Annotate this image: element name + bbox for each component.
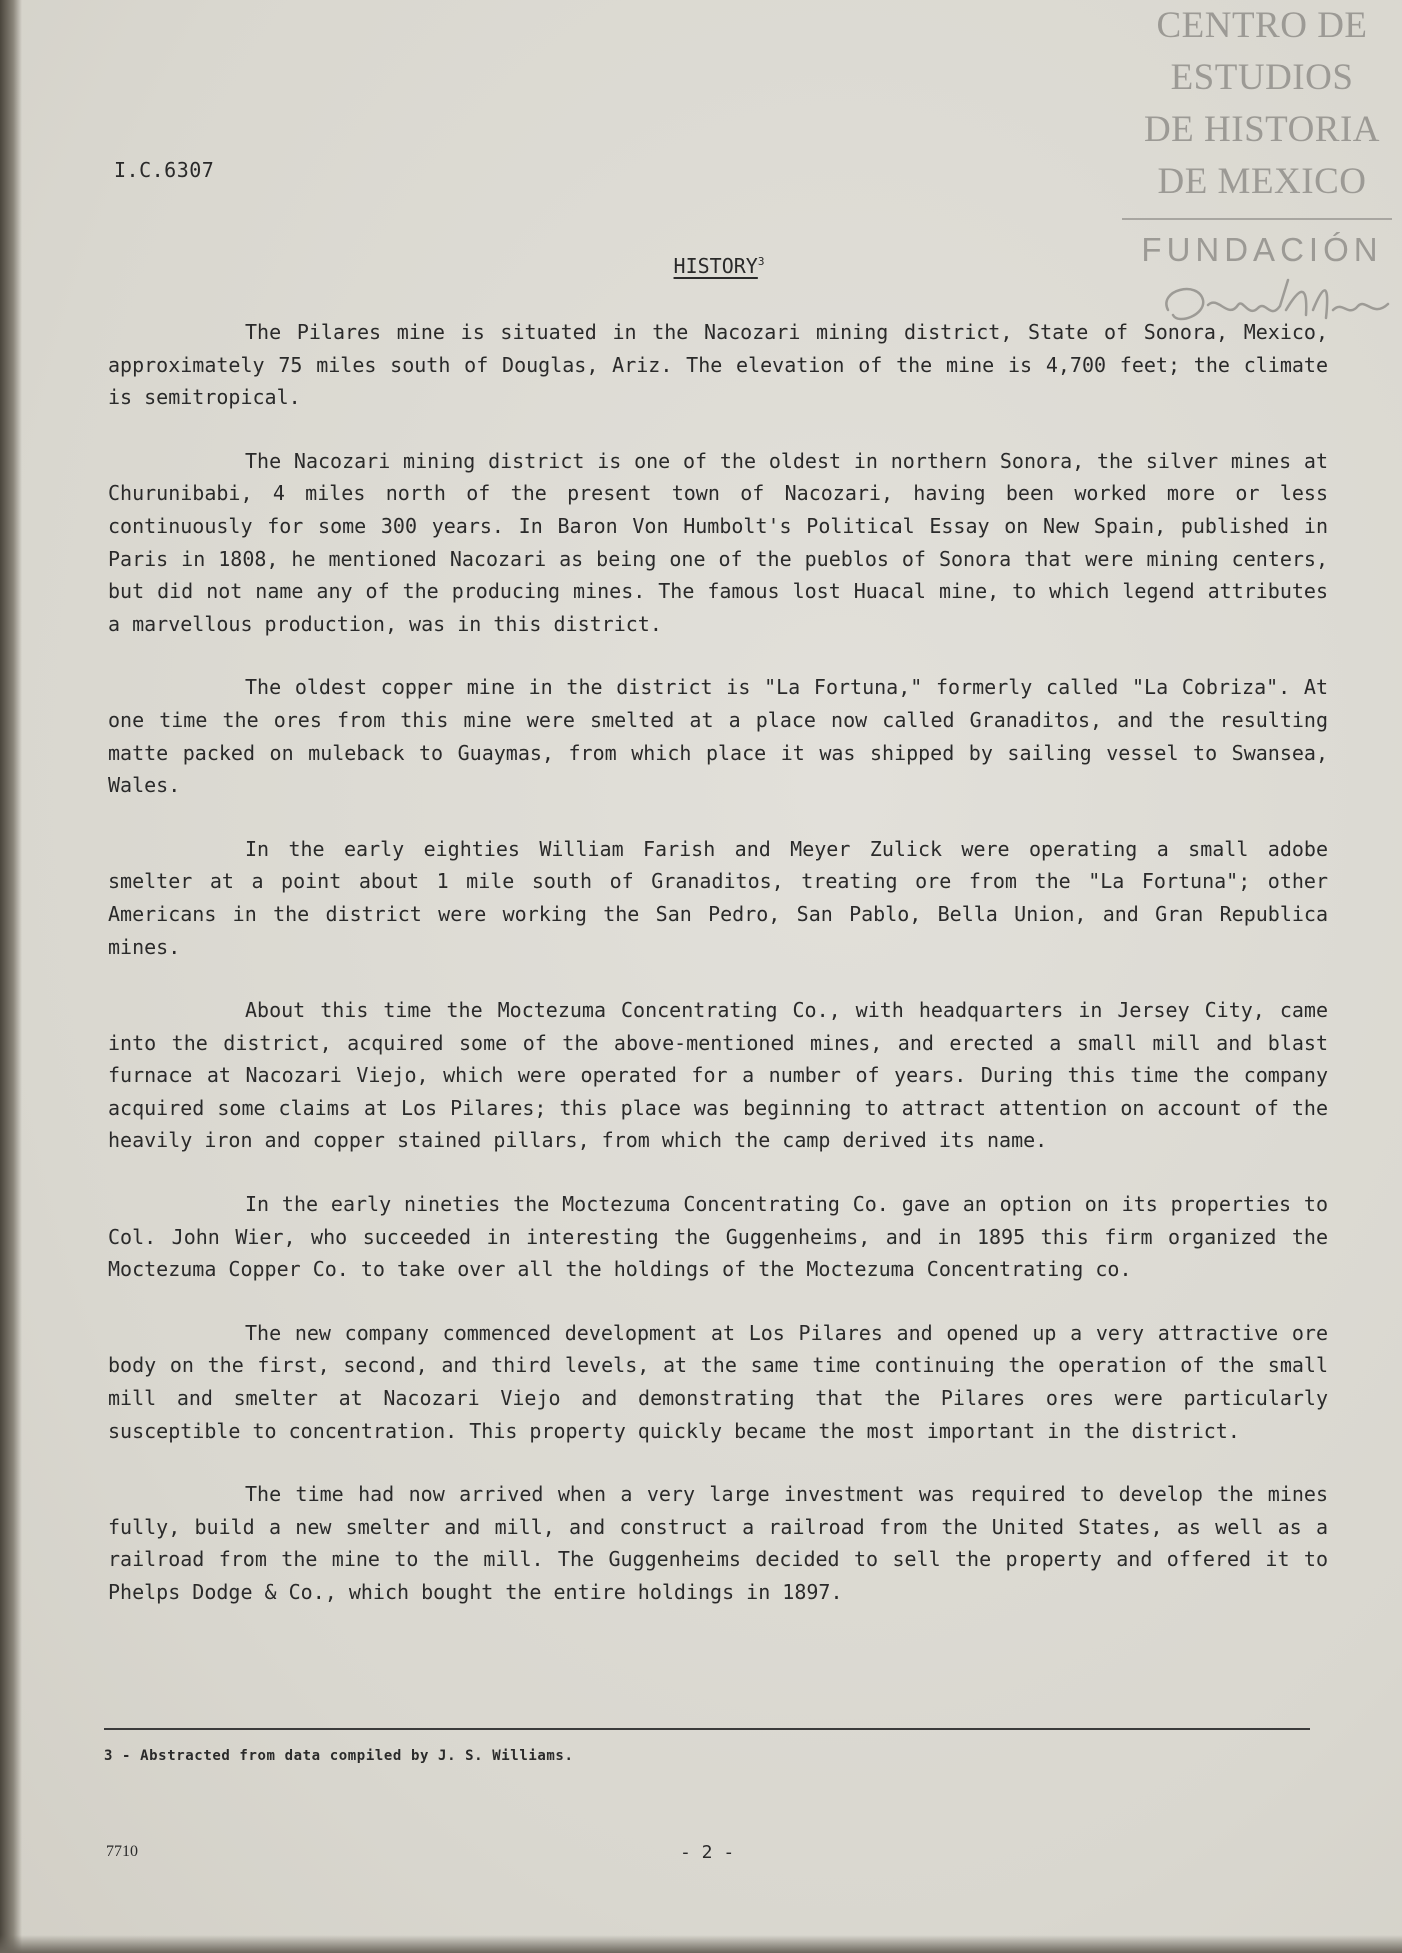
- stamp-line-2: ESTUDIOS: [1170, 57, 1354, 98]
- stamp-line-1: CENTRO DE: [1156, 5, 1368, 46]
- stamp-foundation: FUNDACIÓN: [1141, 231, 1383, 268]
- archive-stamp: [1122, 0, 1402, 274]
- section-title-text: HISTORY: [673, 254, 758, 278]
- page-edge-shadow: [0, 0, 22, 1953]
- paragraph-6: In the early nineties the Moctezuma Concentrating Co. gave an option on its properties to Col. John Wier, who succeeded in interesting the Guggenheims, and in 1895 this firm organized the Moctezuma Copper Co. to take over all the holdings of the Moctezuma Concentrating co.: [108, 1192, 1328, 1282]
- paragraph-8: The time had now arrived when a very large investment was required to develop the mines fully, build a new smelter and mill, and construct a railroad from the United States, as well as a railroad from the mine to the mill. The Guggenheims decided to sell the property and offered it to Phelps Dodge & Co., which bought the entire holdings in 1897.: [108, 1482, 1328, 1604]
- paragraph-1: The Pilares mine is situated in the Nacozari mining district, State of Sonora, Mexico, approximately 75 miles south of Douglas, Ariz. The elevation of the mine is 4,700 feet; the climate is semitropical.: [108, 320, 1328, 410]
- stamp-line-3: DE HISTORIA: [1143, 109, 1381, 150]
- title-footnote-marker: 3: [757, 255, 765, 269]
- footnote: 3 - Abstracted from data compiled by J. S. Williams.: [104, 1748, 574, 1764]
- document-number: I.C.6307: [114, 158, 215, 182]
- paragraph-7: The new company commenced development at Los Pilares and opened up a very attractive ore body on the first, second, and third levels, at the same time continuing the operation of the small mill and smelter at Nacozari Viejo and demonstrating that the Pilares ores were particularly susceptible to concentration. This property quickly became the most important in the district.: [108, 1320, 1328, 1443]
- page-bottom-shadow: [0, 1935, 1402, 1953]
- body-text: [108, 316, 1328, 1640]
- paragraph-5: About this time the Moctezuma Concentrating Co., with headquarters in Jersey City, came into the district, acquired some of the above-mentioned mines, and erected a small mill and blast furnace at Nacozari Viejo, which were operated for a number of years. During this time the company acquired some claims at Los Pilares; this place was beginning to attract attention on account of the heavily iron and copper stained pillars, from which the camp derived its name.: [108, 998, 1328, 1153]
- stamp-divider: [1122, 218, 1392, 220]
- document-code: 7710: [106, 1843, 138, 1860]
- paragraph-2: The Nacozari mining district is one of the oldest in northern Sonora, the silver mines at Churunibabi, 4 miles north of the present town of Nacozari, having been worked more or less continuously for some 300 years. In Baron Von Humbolt's Political Essay on New Spain, published in Paris in 1808, he mentioned Nacozari as being one of the pueblos of Sonora that were mining centers, but did not name any of the producing mines. The famous lost Huacal mine, to which legend attributes a marvellous production, was in this district.: [108, 448, 1328, 636]
- footnote-divider: [104, 1728, 1310, 1730]
- stamp-line-4: DE MEXICO: [1157, 161, 1367, 202]
- paragraph-3: The oldest copper mine in the district is "La Fortuna," formerly called "La Cobriza". At one time the ores from this mine were smelted at a place now called Granaditos, and the resulting matte packed on muleback to Guaymas, from which place it was shipped by sailing vessel to Swansea, Wales.: [108, 675, 1328, 798]
- paragraph-4: In the early eighties William Farish and Meyer Zulick were operating a small adobe smelter at a point about 1 mile south of Granaditos, treating ore from the "La Fortuna"; other Americans in the district were working the San Pedro, San Pablo, Bella Union, and Gran Republica mines.: [108, 836, 1328, 959]
- section-title: [0, 254, 1402, 278]
- page-number: - 2 -: [680, 1842, 735, 1863]
